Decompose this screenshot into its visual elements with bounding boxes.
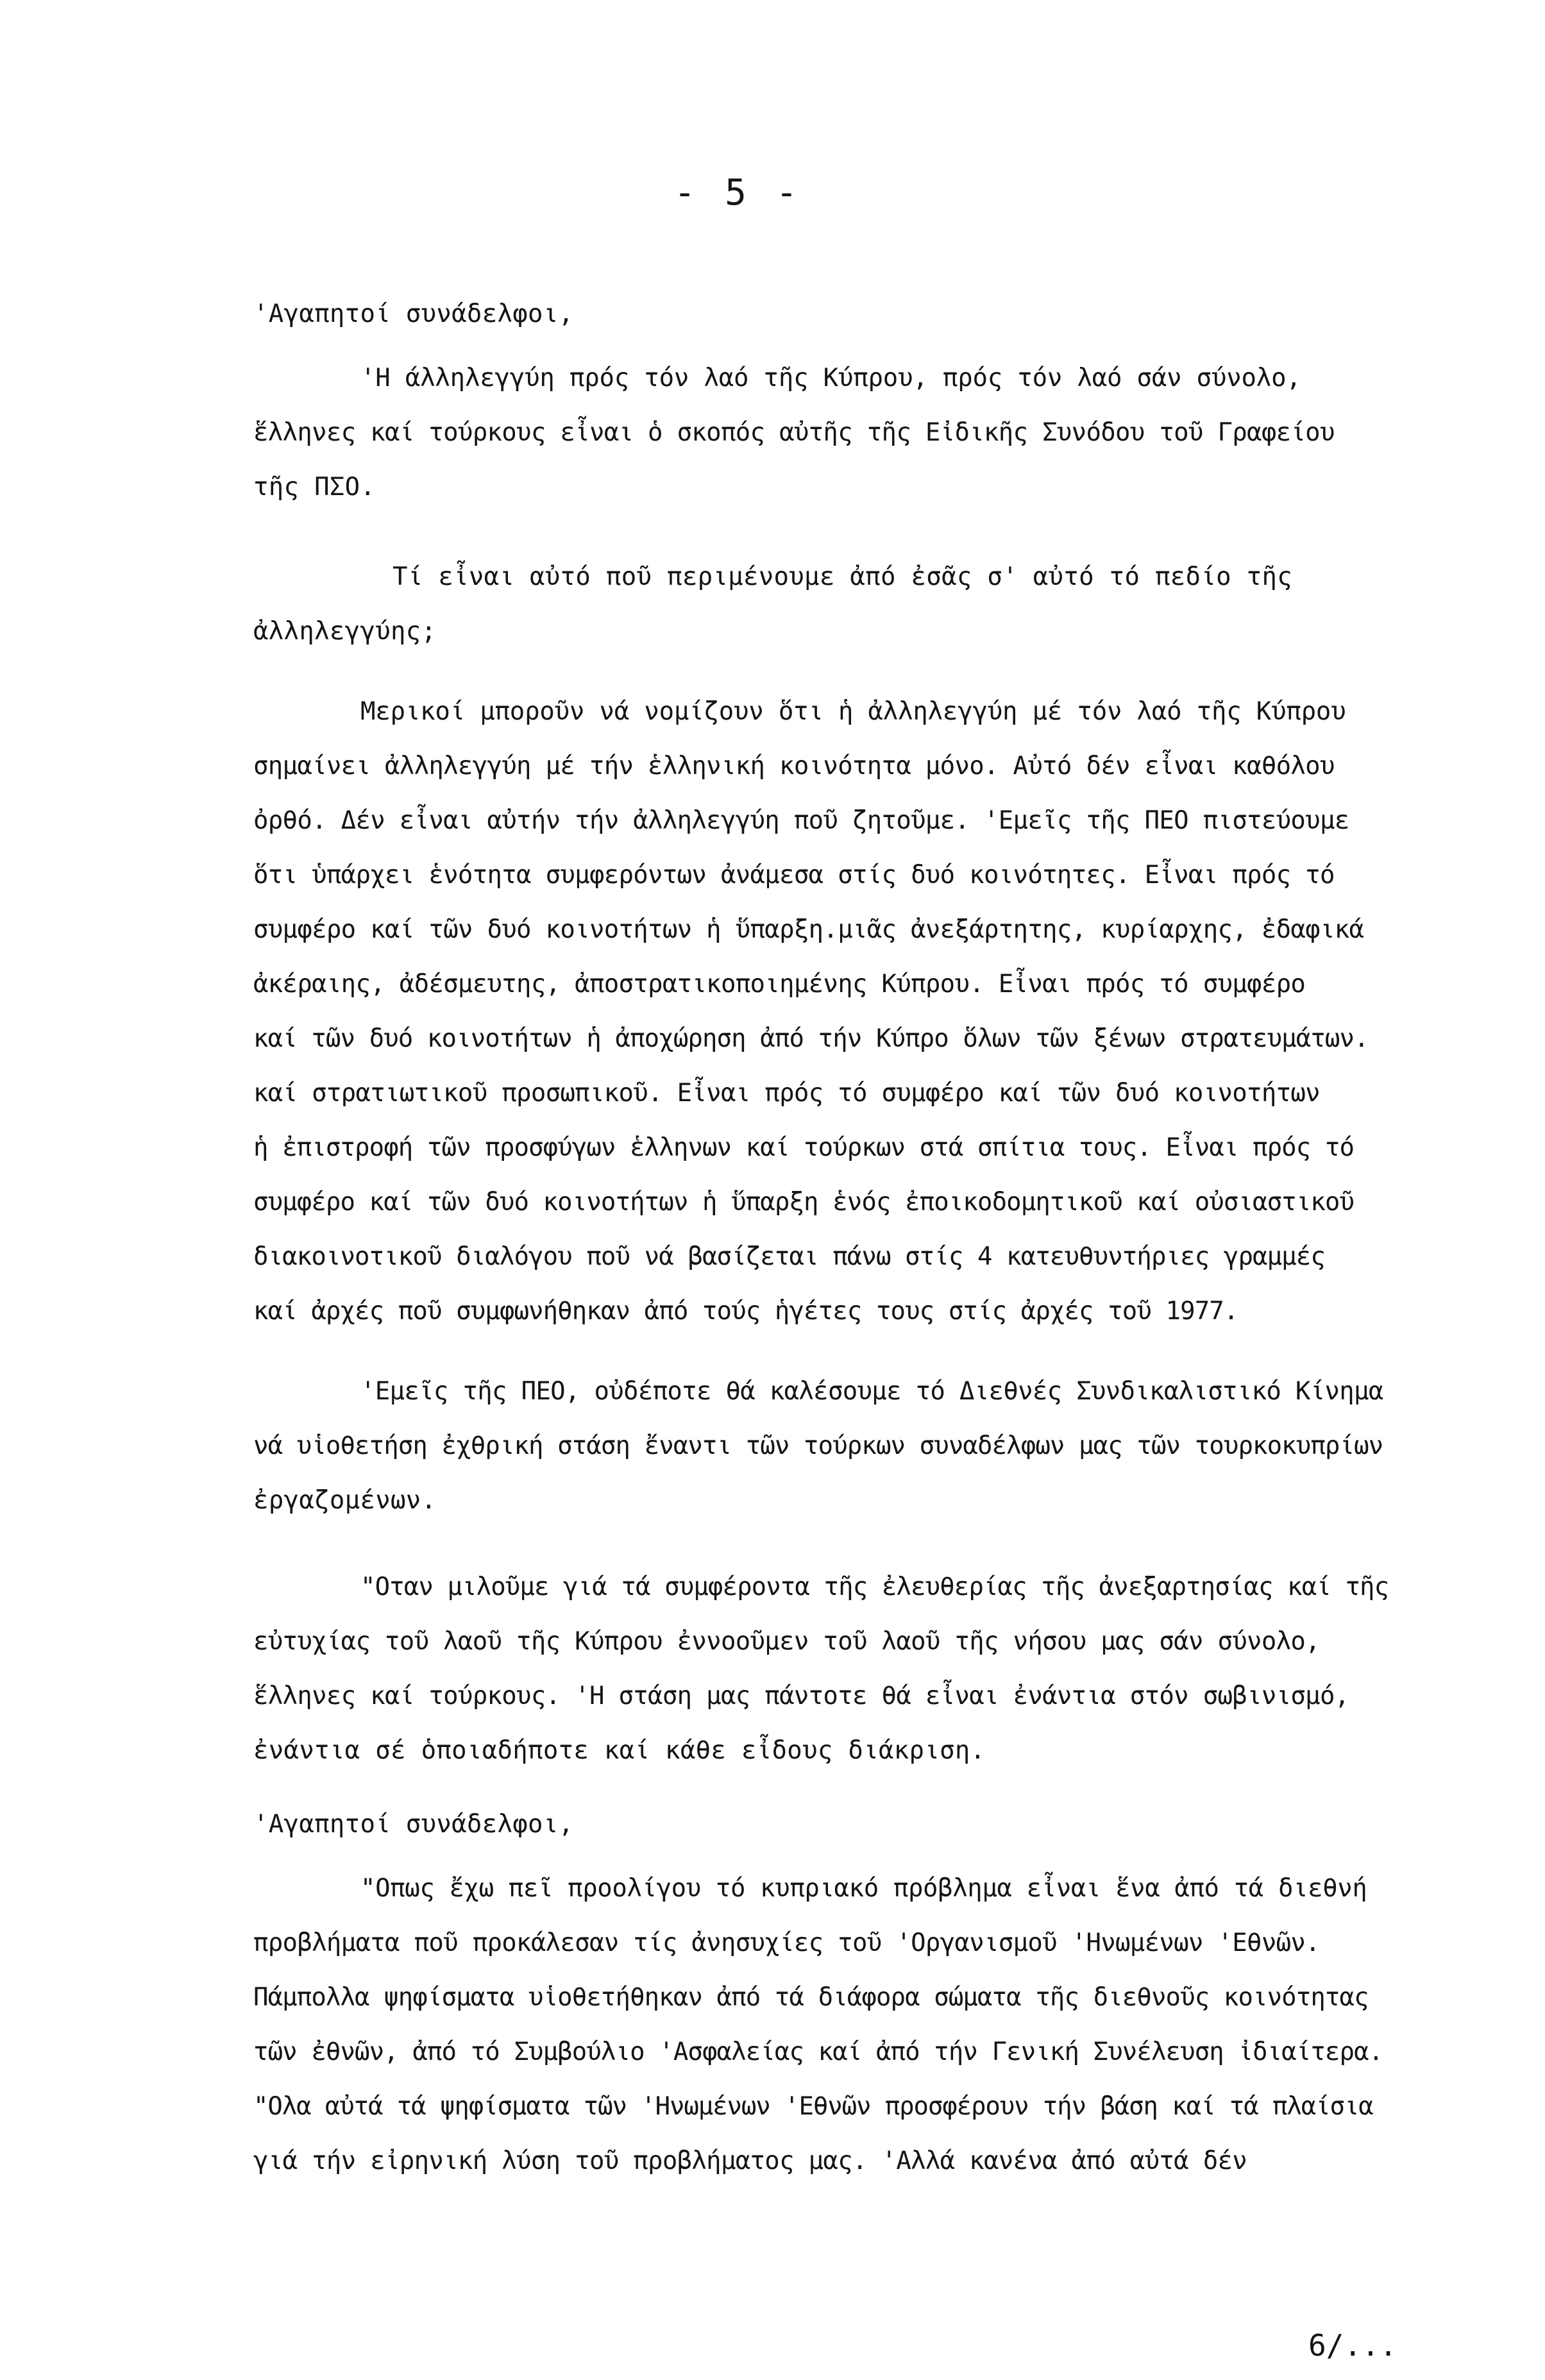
text-line: ὅτι ὑπάρχει ἑνότητα συμφερόντων ἀνάμεσα στίς δυό κοινότητες. Εἶναι πρός τό <box>253 861 1335 890</box>
text-line: 'Η άλληλεγγύη πρός τόν λαό τῆς Κύπρου, πρός τόν λαό σάν σύνολο, <box>360 364 1301 392</box>
text-line: 'Εμεῖς τῆς ΠΕΟ, οὐδέποτε θά καλέσουμε τό Διεθνές Συνδικαλιστικό Κίνημα <box>360 1377 1383 1406</box>
text-line: Τί εἶναι αὐτό ποῦ περιμένουμε ἀπό ἐσᾶς σ' αὐτό τό πεδίο τῆς <box>393 562 1293 591</box>
continuation-marker: 6/... <box>1308 2328 1397 2363</box>
text-line: γιά τήν εἰρηνική λύση τοῦ προβλήματος μας. 'Αλλά κανένα ἀπό αὐτά δέν <box>253 2147 1247 2175</box>
text-line: ἕλληνες καί τούρκους. 'Η στάση μας πάντοτε θά εἶναι ἐνάντια στόν σωβινισμό, <box>253 1682 1349 1710</box>
text-line: καί στρατιωτικοῦ προσωπικοῦ. Εἶναι πρός τό συμφέρο καί τῶν δυό κοινοτήτων <box>253 1079 1320 1108</box>
text-line: τῶν ἐθνῶν, ἀπό τό Συμβούλιο 'Ασφαλείας καί ἀπό τήν Γενική Συνέλευση ἰδιαίτερα. <box>253 2038 1383 2066</box>
text-line: Πάμπολλα ψηφίσματα υἱοθετήθηκαν ἀπό τά διάφορα σώματα τῆς διεθνοῦς κοινότητας <box>253 1983 1369 2012</box>
text-line: προβλήματα ποῦ προκάλεσαν τίς ἀνησυχίες τοῦ 'Οργανισμοῦ 'Ηνωμένων 'Εθνῶν. <box>253 1928 1320 1957</box>
text-line: ἀλληλεγγύης; <box>253 617 437 646</box>
text-line: ἀκέραιης, ἀδέσμευτης, ἀποστρατικοποιημένης Κύπρου. Εἶναι πρός τό συμφέρο <box>253 970 1306 999</box>
text-line: ἐργαζομένων. <box>253 1486 437 1515</box>
text-line: συμφέρο καί τῶν δυό κοινοτήτων ἡ ὕπαρξη.μιᾶς ἀνεξάρτητης, κυρίαρχης, ἐδαφικά <box>253 915 1364 944</box>
text-line: ὀρθό. Δέν εἶναι αὐτήν τήν ἀλληλεγγύη ποῦ ζητοῦμε. 'Εμεῖς τῆς ΠΕΟ πιστεύουμε <box>253 806 1349 835</box>
text-line: "Οπως ἔχω πεῖ προολίγου τό κυπριακό πρόβλημα εἶναι ἕνα ἀπό τά διεθνή <box>360 1874 1367 1903</box>
salutation-1: 'Αγαπητοί συνάδελφοι, <box>253 300 574 328</box>
text-line: σημαίνει ἀλληλεγγύη μέ τήν ἑλληνική κοινότητα μόνο. Αὐτό δέν εἶναι καθόλου <box>253 752 1335 781</box>
text-line: νά υἱοθετήση ἐχθρική στάση ἔναντι τῶν τούρκων συναδέλφων μας τῶν τουρκοκυπρίων <box>253 1431 1383 1460</box>
text-line: "Οταν μιλοῦμε γιά τά συμφέροντα τῆς ἐλευθερίας τῆς ἀνεξαρτησίας καί τῆς <box>360 1573 1389 1601</box>
text-line: συμφέρο καί τῶν δυό κοινοτήτων ἡ ὕπαρξη ἑνός ἐποικοδομητικοῦ καί οὐσιαστικοῦ <box>253 1188 1355 1217</box>
text-line: ἡ ἐπιστροφή τῶν προσφύγων ἑλληνων καί τούρκων στά σπίτια τους. Εἶναι πρός τό <box>253 1133 1355 1162</box>
text-line: καί τῶν δυό κοινοτήτων ἡ ἀποχώρηση ἀπό τήν Κύπρο ὅλων τῶν ξένων στρατευμάτων. <box>253 1024 1369 1053</box>
text-line: καί ἀρχές ποῦ συμφωνήθηκαν ἀπό τούς ἡγέτες τους στίς ἀρχές τοῦ 1977. <box>253 1297 1238 1326</box>
text-line: ἕλληνες καί τούρκους εἶναι ὁ σκοπός αὐτῆς τῆς Εἰδικῆς Συνόδου τοῦ Γραφείου <box>253 418 1335 447</box>
text-line: τῆς ΠΣΟ. <box>253 473 376 502</box>
text-line: διακοινοτικοῦ διαλόγου ποῦ νά βασίζεται πάνω στίς 4 κατευθυντήριες γραμμές <box>253 1242 1325 1271</box>
text-line: Μερικοί μποροῦν νά νομίζουν ὅτι ἡ ἀλληλεγγύη μέ τόν λαό τῆς Κύπρου <box>360 697 1346 726</box>
page-number: - 5 - <box>673 172 802 214</box>
salutation-2: 'Αγαπητοί συνάδελφοι, <box>253 1810 574 1839</box>
text-line: ἐνάντια σέ ὁποιαδήποτε καί κάθε εἶδους διάκριση. <box>253 1736 986 1765</box>
text-line: εὐτυχίας τοῦ λαοῦ τῆς Κύπρου ἐννοοῦμεν τοῦ λαοῦ τῆς νήσου μας σάν σύνολο, <box>253 1627 1320 1656</box>
text-line: "Ολα αὐτά τά ψηφίσματα τῶν 'Ηνωμένων 'Εθνῶν προσφέρουν τήν βάση καί τά πλαίσια <box>253 2092 1373 2121</box>
